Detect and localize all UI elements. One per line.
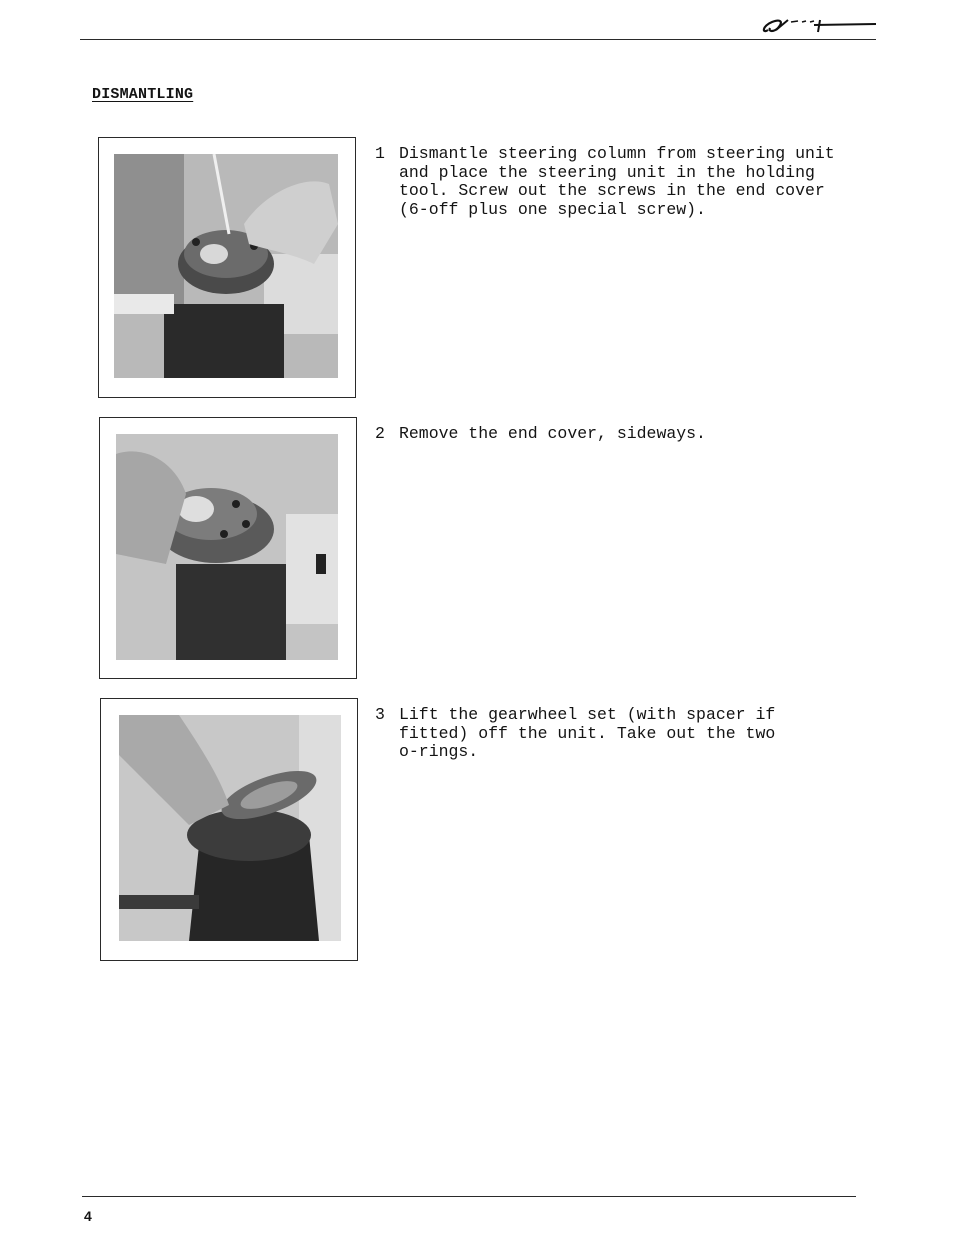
step-number: 3: [375, 705, 385, 724]
step-line: Remove the end cover, sideways.: [399, 424, 706, 443]
step-number: 1: [375, 144, 385, 163]
step-line: Dismantle steering column from steering unit: [399, 144, 835, 163]
step-line: and place the steering unit in the holding: [399, 162, 815, 182]
photo-step-3: [119, 715, 341, 941]
step-line: Lift the gearwheel set (with spacer if: [399, 705, 776, 724]
photo-step-1: [114, 154, 338, 378]
step-3-text: [375, 706, 775, 762]
step-line: o-rings.: [399, 742, 479, 761]
step-2-text: [375, 425, 706, 444]
signature-logo-icon: [758, 8, 878, 38]
step-1-text: [375, 145, 835, 219]
section-title: DISMANTLING: [92, 86, 194, 103]
header-rule: [80, 39, 876, 40]
photo-step-2: [116, 434, 338, 660]
footer-rule: [82, 1196, 856, 1197]
step-number: 2: [375, 424, 385, 443]
step-line: fitted) off the unit. Take out the two: [399, 723, 776, 743]
page-number: 4: [84, 1208, 92, 1224]
step-line: (6-off plus one special screw).: [399, 199, 706, 219]
step-line: tool. Screw out the screws in the end cover: [399, 181, 825, 200]
